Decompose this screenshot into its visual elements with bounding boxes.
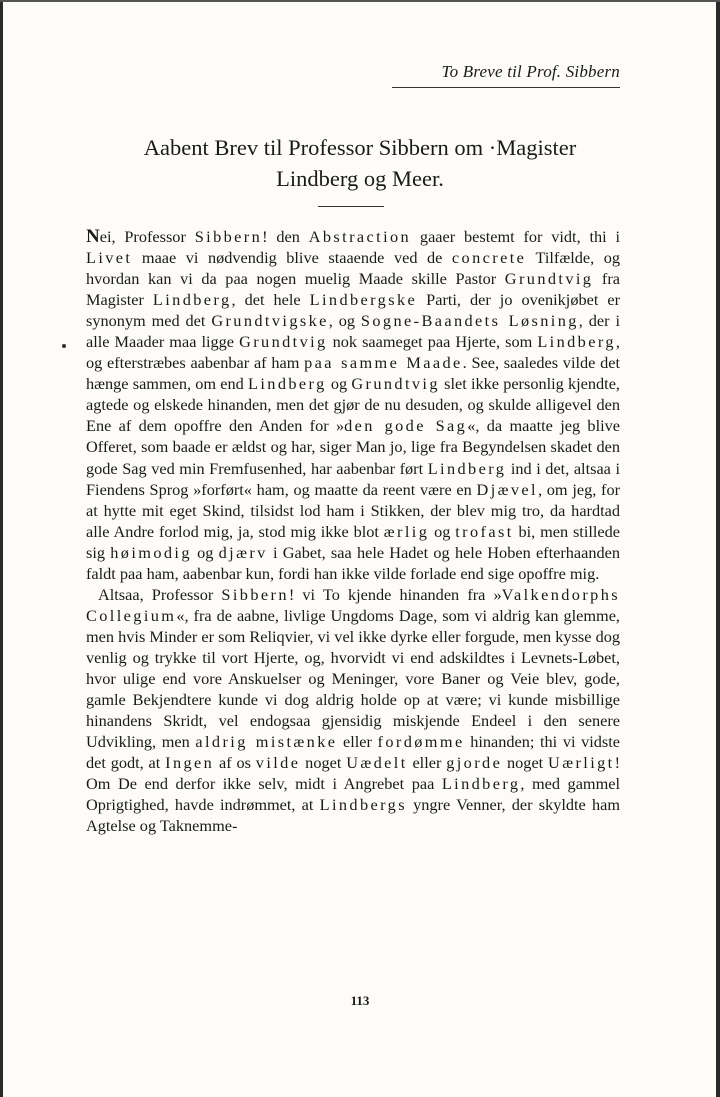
text-run: og [429,521,456,541]
text-run: ind i det, altsaa i Fiendens Sprog »forført« ham, og maatte da reent være en [86,458,620,499]
text-run: hinanden; thi vi vidste det godt, at [86,732,620,773]
text-run: ei, Professor [99,227,195,246]
emphasis: Lindberg [152,290,232,310]
text-run: gaaer bestemt for vidt, thi i [411,227,620,246]
text-run: ! Om De end derfor ikke selv, midt i Angrebet paa [86,753,621,794]
text-run: . See, saaledes vilde det hænge sammen, om end [86,353,620,394]
emphasis: ærlig [383,521,430,541]
emphasis: Lindbergske [309,290,418,310]
title-divider [318,206,384,207]
emphasis: Grundtvig [504,269,594,289]
text-run: eller [407,753,447,773]
text-run: Altsaa, Professor [98,584,222,604]
emphasis: Uærligt [548,753,615,773]
emphasis: Lindberg [427,458,507,478]
emphasis: Abstraction [308,227,412,246]
emphasis: Grundtvig [351,374,440,394]
emphasis: Djævel [476,479,538,499]
emphasis: Grundtvig [239,332,328,352]
text-run: , og [328,311,361,331]
text-run: fra Magister [86,269,621,310]
body-text [86,226,620,836]
scan-edge-top [0,0,720,2]
text-run: , om jeg, for at hytte mit eget Skind, tilsidst lod ham i Stikken, der blev mig tro, da hardtad alle Andre forlod mig, ja, stod mig ikke blot [86,479,621,541]
text-run: , der i alle Maader maa ligge [86,311,620,352]
emphasis: trofast [455,521,514,541]
emphasis: Grundtvigske [211,311,329,331]
text-run: eller [337,732,378,752]
text-run: , det hele [231,290,310,310]
emphasis: Sogne-Baandets Løsning [360,311,579,331]
text-run: nok saameget paa Hjerte, som [327,332,538,352]
drop-cap: N [86,226,100,247]
emphasis: Uædelt [346,753,408,773]
scan-edge-right [716,0,720,1097]
text-run: yngre Venner, der skyldte ham Agtelse og Taknemme- [86,795,620,836]
scan-edge-left [0,0,3,1097]
paragraph-2 [86,584,620,837]
running-head-rule [392,87,620,88]
text-run: og [191,542,219,562]
emphasis: djærv [218,542,268,562]
text-run: «, da maatte jeg blive Offeret, som baade er ældst og har, siger Man jo, lige fra Begyndelsen skadet den gode Sag ved min Fremfusenhed, har aabenbar ført [86,416,620,478]
emphasis: Ingen [165,753,215,773]
text-run: noget [502,753,549,773]
text-run: , og efterstræbes aabenbar af ham [86,332,620,373]
page-number: 113 [350,993,370,1008]
emphasis: Valkendorphs Collegium [86,584,620,625]
emphasis: den gode Sag [344,416,468,436]
article-title [82,132,638,194]
emphasis: concrete [451,248,527,268]
emphasis: paa samme Maade [304,353,463,373]
text-run: og [326,374,352,394]
text-run: ! den [262,227,309,246]
title-line-1: Aabent Brev til Professor Sibbern om ·Magister [143,135,577,160]
text-run: af os [214,753,256,773]
emphasis: Livet [86,248,133,268]
text-run: slet ikke personlig kjendte, agtede og elskede hinanden, men det gjør de nu desuden, og skulde alligevel den Ene af dem opoffre den Anden for » [86,374,620,436]
text-run: maae vi nødvendig blive staaende ved de [132,248,452,268]
emphasis: fordømme [377,732,465,752]
emphasis: Lindberg [537,332,616,352]
emphasis: Lindbergs [319,795,407,815]
emphasis: vilde [255,753,301,773]
emphasis: høimodig [110,542,192,562]
emphasis: Sibbern [194,227,263,246]
text-run: «, fra de aabne, livlige Ungdoms Dage, som vi aldrig kan glemme, men hvis Minder er som Reliqvier, vi vel ikke dyrke eller forgude, men kysse dog venlig og trykke til vort Hjerte, og, hvorvidt vi end adskildtes i Levnets-Løbet, hvor ulige end vore Anskuelser og Meninger, vore Baner og Veie blev, gode, gamle Bekjendtere kunde vi dog aldrig holde op at være; vi kunde misbillige hinandens Skridt, vel endogsaa gjensidig miskjende Endeel i den senere Udvikling, men [86,605,620,752]
running-head: To Breve til Prof. Sibbern [441,62,620,81]
title-line-2: Lindberg og Meer. [276,166,444,191]
emphasis: Sibbern [221,584,289,604]
emphasis: aldrig mistænke [195,732,338,752]
paragraph-1 [86,226,620,584]
text-run: Parti, der jo ovenikjøbet er synonym med det [86,290,621,331]
emphasis: Lindberg [248,374,327,394]
text-run: noget [300,753,347,773]
text-run: , med gammel Oprigtighed, havde indrømmet, at [86,774,620,815]
emphasis: gjorde [446,753,503,773]
text-run: Tilfælde, og hvordan kan vi da paa nogen muelig Maade skille Pastor [86,248,620,289]
emphasis: Lindberg [441,774,521,794]
text-run: i Gabet, saa hele Hadet og hele Hoben efterhaanden faldt paa ham, aabenbar kun, fordi han ikke vilde forlade end sige opoffre mig. [86,542,621,583]
text-run: bi, men stillede sig [86,521,620,562]
margin-mark [62,344,66,348]
text-run: ! vi To kjende hinanden fra » [288,584,502,604]
